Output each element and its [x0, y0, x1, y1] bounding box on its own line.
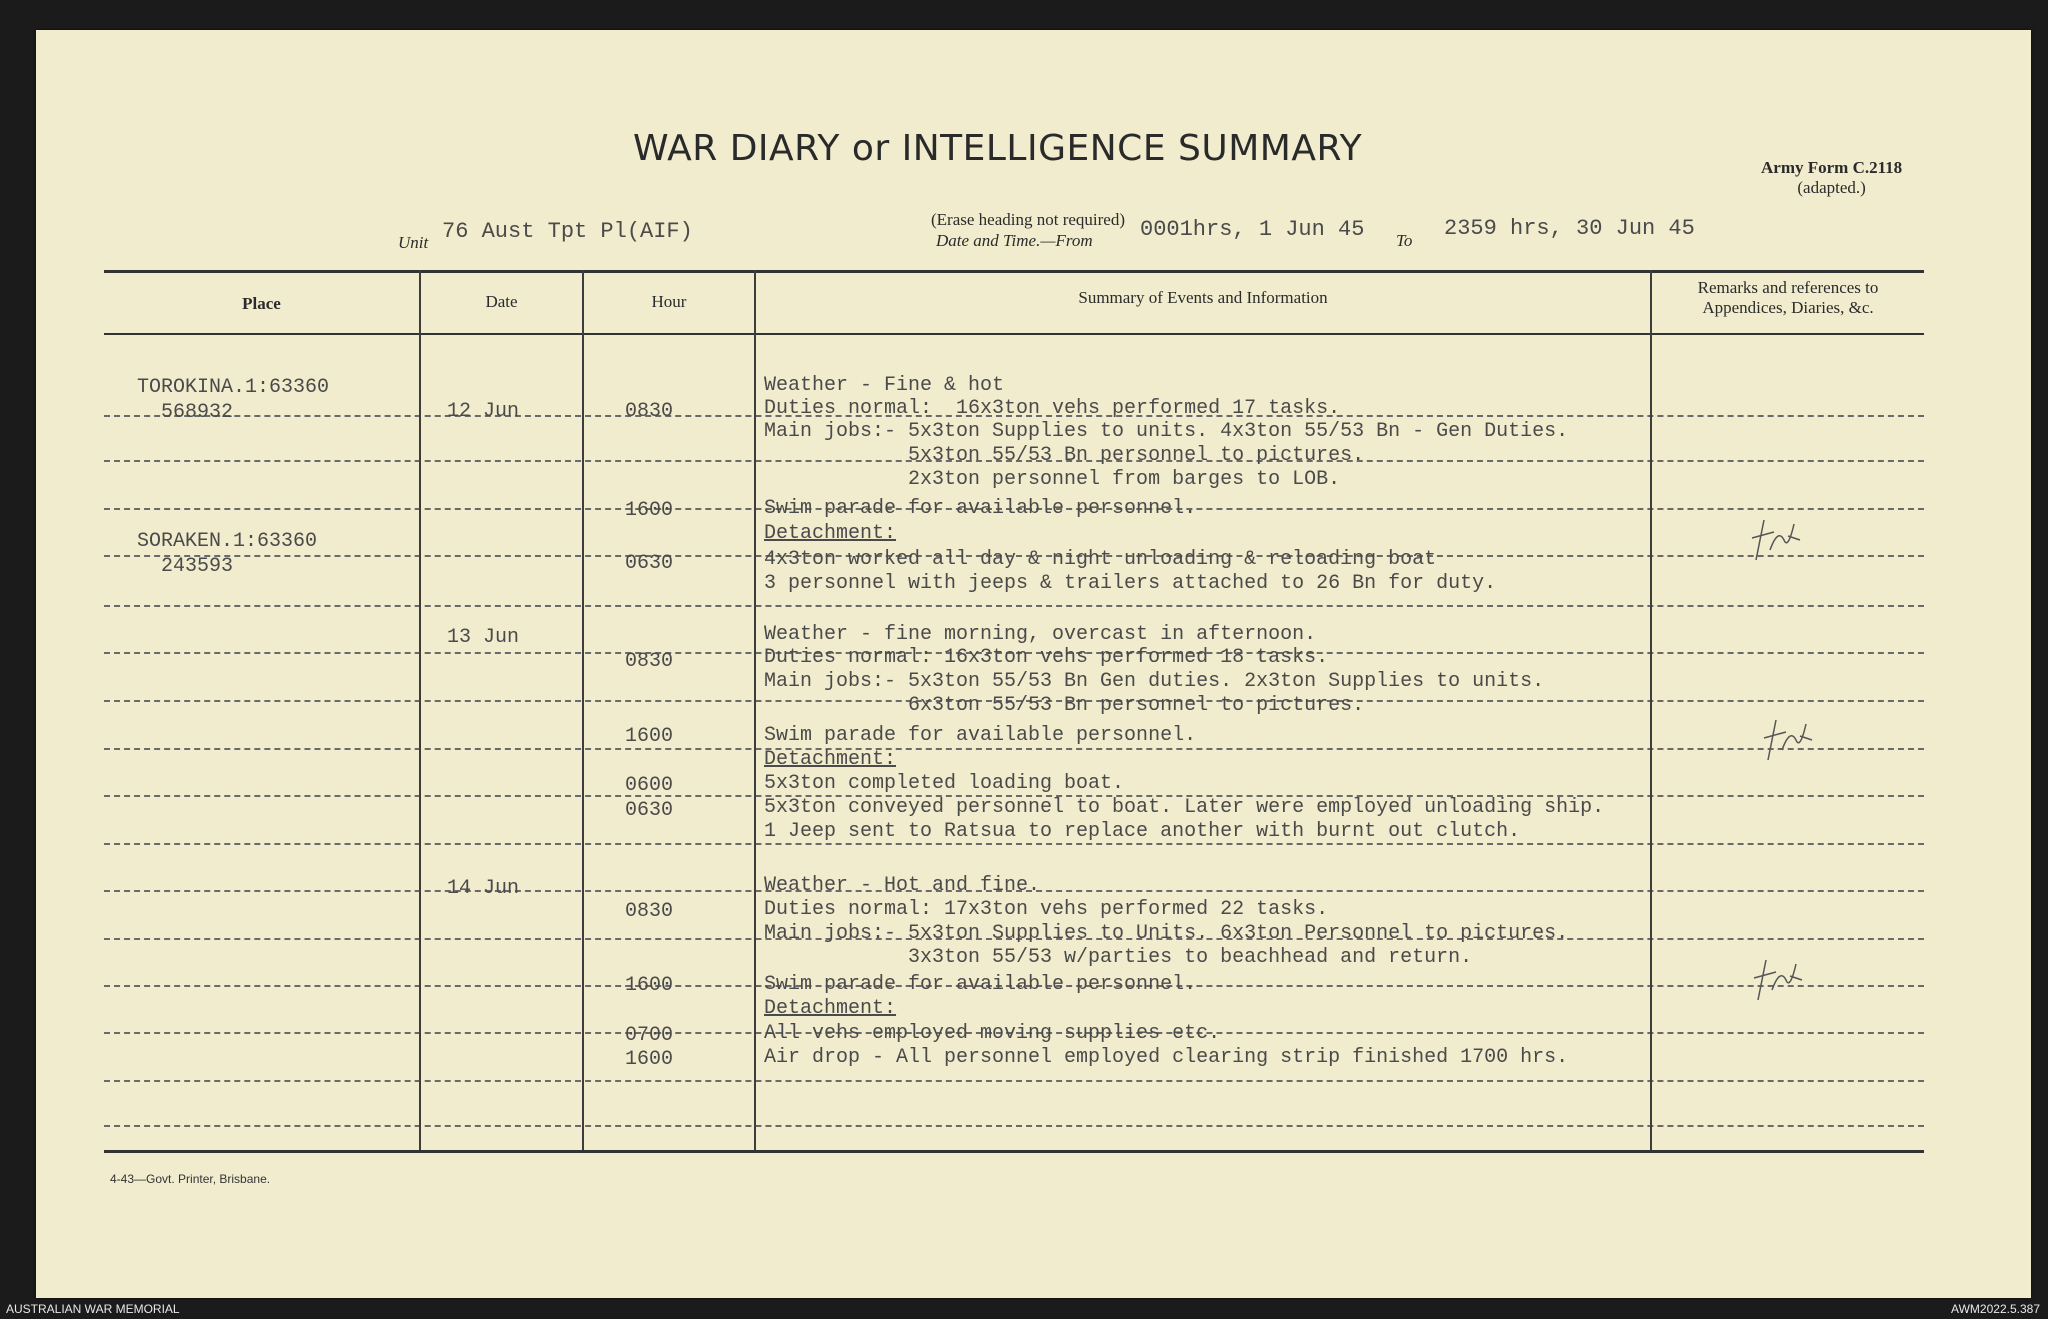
- hour-entry: 0830: [625, 900, 674, 923]
- hour-entry: 1600: [625, 725, 674, 748]
- hour-entry: 0600: [625, 774, 674, 797]
- summary-line: 4x3ton worked all day & night unloading & reloading boat: [764, 548, 1437, 571]
- remarks-header-line-1: Remarks and references to: [1697, 278, 1879, 297]
- initials-mark: [1746, 950, 1806, 1010]
- date-time-label: Date and Time.—From: [936, 231, 1093, 250]
- summary-line: Detachment:: [764, 997, 897, 1020]
- date-header: Date: [485, 292, 518, 311]
- initials-mark: [1756, 710, 1816, 770]
- summary-header: Summary of Events and Information: [1078, 288, 1328, 307]
- summary-line: Main jobs:- 5x3ton 55/53 Bn Gen duties. 2x3ton Supplies to units.: [764, 670, 1545, 693]
- diary-table: [104, 270, 1924, 1150]
- summary-column-rule: [1650, 270, 1652, 1150]
- hour-entry: 1600: [625, 1048, 674, 1071]
- summary-line: 5x3ton conveyed personnel to boat. Later were employed unloading ship.: [764, 796, 1605, 819]
- initials-mark: [1744, 510, 1804, 570]
- hour-entry: 0830: [625, 400, 674, 423]
- form-subtitle: (Erase heading not required): [931, 210, 1125, 229]
- diary-page: [36, 30, 2031, 1298]
- hour-entry: 0700: [625, 1024, 674, 1047]
- summary-line: Swim parade for available personnel.: [764, 973, 1197, 996]
- summary-line: 3 personnel with jeeps & trailers attached to 26 Bn for duty.: [764, 572, 1497, 595]
- summary-line: Weather - fine morning, overcast in afternoon.: [764, 623, 1317, 646]
- summary-line: Duties normal: 16x3ton vehs performed 18 tasks.: [764, 646, 1329, 669]
- summary-line: Swim parade for available personnel.: [764, 497, 1197, 520]
- place-column-rule: [419, 270, 421, 1150]
- footer-left: AUSTRALIAN WAR MEMORIAL: [6, 1302, 180, 1316]
- form-number-note: (adapted.): [1797, 178, 1866, 197]
- to-label: To: [1396, 231, 1413, 250]
- remarks-header-line-2: Appendices, Diaries, &c.: [1702, 298, 1874, 317]
- summary-line: Detachment:: [764, 522, 897, 545]
- hour-entry: 1600: [625, 499, 674, 522]
- to-value: 2359 hrs, 30 Jun 45: [1444, 216, 1695, 241]
- hour-column-rule: [754, 270, 756, 1150]
- unit-label: Unit: [398, 233, 429, 252]
- place-entry: 243593: [137, 555, 234, 578]
- summary-line: Air drop - All personnel employed clearing strip finished 1700 hrs.: [764, 1046, 1569, 1069]
- summary-line: Main jobs:- 5x3ton Supplies to Units. 6x3ton Personnel to pictures.: [764, 922, 1569, 945]
- hour-entry: 0830: [625, 650, 674, 673]
- summary-line: 3x3ton 55/53 w/parties to beachhead and return.: [764, 946, 1473, 969]
- summary-line: Duties normal: 16x3ton vehs performed 17 tasks.: [764, 397, 1341, 420]
- summary-line: All vehs employed moving supplies etc.: [764, 1022, 1221, 1045]
- hour-entry: 1600: [625, 974, 674, 997]
- hour-entry: 0630: [625, 552, 674, 575]
- summary-line: 1 Jeep sent to Ratsua to replace another with burnt out clutch.: [764, 820, 1521, 843]
- form-number-block: [1761, 158, 1902, 198]
- summary-line: Weather - Fine & hot: [764, 374, 1005, 397]
- from-value: 0001hrs, 1 Jun 45: [1140, 217, 1365, 242]
- place-entry: TOROKINA.1:63360: [137, 376, 330, 399]
- remarks-header: [1652, 278, 1924, 318]
- summary-line: Weather - Hot and fine.: [764, 874, 1041, 897]
- date-entry: 13 Jun: [447, 626, 520, 649]
- summary-line: Duties normal: 17x3ton vehs performed 22 tasks.: [764, 898, 1329, 921]
- place-entry: SORAKEN.1:63360: [137, 530, 318, 553]
- hour-entry: 0630: [625, 799, 674, 822]
- form-title: WAR DIARY or INTELLIGENCE SUMMARY: [633, 128, 1363, 169]
- summary-line: 5x3ton 55/53 Bn personnel to pictures.: [764, 444, 1365, 467]
- table-bottom-rule: [104, 1150, 1924, 1153]
- date-entry: 14 Jun: [447, 877, 520, 900]
- summary-line: 6x3ton 55/53 Bn personnel to pictures.: [764, 694, 1365, 717]
- place-header: Place: [242, 294, 281, 313]
- place-entry: 568932: [137, 401, 234, 424]
- printer-imprint: 4-43—Govt. Printer, Brisbane.: [110, 1172, 271, 1186]
- date-entry: 12 Jun: [447, 400, 520, 423]
- form-number: Army Form C.2118: [1761, 158, 1903, 177]
- summary-line: 5x3ton completed loading boat.: [764, 772, 1125, 795]
- unit-value: 76 Aust Tpt Pl(AIF): [442, 219, 693, 244]
- summary-line: 2x3ton personnel from barges to LOB.: [764, 468, 1341, 491]
- summary-line: Main jobs:- 5x3ton Supplies to units. 4x3ton 55/53 Bn - Gen Duties.: [764, 420, 1569, 443]
- summary-line: Swim parade for available personnel.: [764, 724, 1197, 747]
- date-column-rule: [582, 270, 584, 1150]
- hour-header: Hour: [651, 292, 687, 311]
- summary-line: Detachment:: [764, 748, 897, 771]
- footer-right: AWM2022.5.387: [1951, 1302, 2040, 1316]
